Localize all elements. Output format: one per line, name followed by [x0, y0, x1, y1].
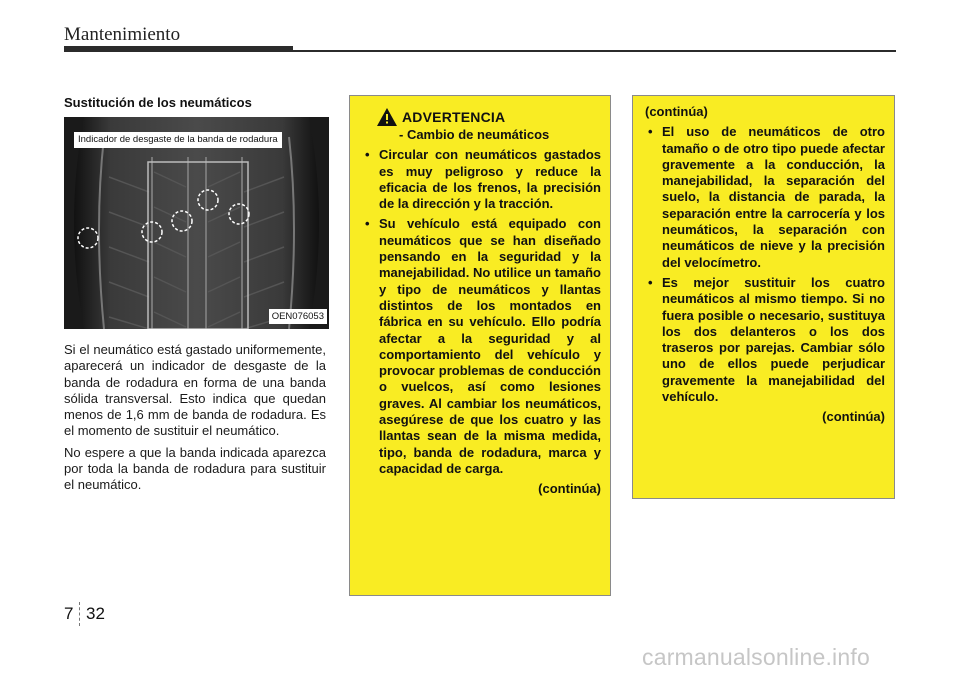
chapter-number: 7	[64, 604, 74, 623]
warning-item: • El uso de neumáticos de otro tamaño o de otro tipo puede afectar gravemente a la conducción, la manejabilidad, la separación del suelo, la distancia de parada, la separación entre la carrocería y los neumáticos, la separación con neumáticos de nieve y la precisión del velocímetro.	[645, 124, 885, 271]
body-paragraph: Si el neumático está gastado uniformemente, aparecerá un indicador de desgaste de la banda de rodadura en forma de una banda sólida transversal. Esto indica que quedan menos de 1,6 mm de banda de rodadura. Es el momento de sustituir el neumático.	[64, 342, 326, 439]
section-title: Sustitución de los neumáticos	[64, 95, 252, 110]
page-number: 32	[86, 604, 105, 623]
warning-list	[645, 124, 885, 405]
chapter-header-title: Mantenimiento	[64, 24, 181, 45]
warning-list	[362, 147, 601, 477]
warning-triangle-icon	[376, 107, 398, 127]
section-body	[64, 342, 326, 499]
warning-subtitle: - Cambio de neumáticos	[399, 127, 550, 142]
continued-label: (continúa)	[822, 409, 885, 425]
tire-tread-figure	[64, 117, 329, 329]
warning-header	[376, 107, 601, 127]
continued-label: (continúa)	[538, 481, 601, 497]
tire-tread-illustration	[64, 117, 329, 329]
body-paragraph: No espere a que la banda indicada aparezca por toda la banda de rodadura para sustituir el neumático.	[64, 444, 326, 493]
continued-top-label: (continúa)	[645, 104, 708, 119]
warning-item: • Su vehículo está equipado con neumáticos que se han diseñado pensando en la seguridad y la manejabilidad. No utilice un tamaño y tipo de neumáticos y llantas distintos de los montados en fábrica en su vehículo. Ello podría afectar a la seguridad y al comportamiento del vehículo y provocar problemas de conducción o vuelcos, así como lesiones graves. Al cambiar los neumáticos, asegúrese de que los cuatro y las llantas sean de la misma medida, tipo, banda de rodadura, marca y capacidad de carga.	[362, 216, 601, 477]
warning-box-tire-change	[349, 95, 611, 596]
warning-title: ADVERTENCIA	[402, 108, 506, 125]
warning-box-continued	[632, 95, 895, 499]
figure-caption: Indicador de desgaste de la banda de rodadura	[74, 132, 282, 148]
warning-item: • Circular con neumáticos gastados es muy peligroso y reduce la eficacia de los frenos, la precisión de la dirección y la tracción.	[362, 147, 601, 212]
figure-code: OEN076053	[269, 309, 327, 324]
warning-item: • Es mejor sustituir los cuatro neumáticos al mismo tiempo. Si no fuera posible o necesario, sustituya los dos delanteros o los dos traseros por parejas. Cambiar sólo uno de ellos puede perjudicar gravemente la manejabilidad del vehículo.	[645, 275, 885, 405]
footer-divider	[79, 602, 80, 626]
header-rule-thick	[64, 46, 293, 52]
watermark-text: carmanualsonline.info	[642, 644, 870, 670]
header-rule-thin	[293, 50, 896, 52]
